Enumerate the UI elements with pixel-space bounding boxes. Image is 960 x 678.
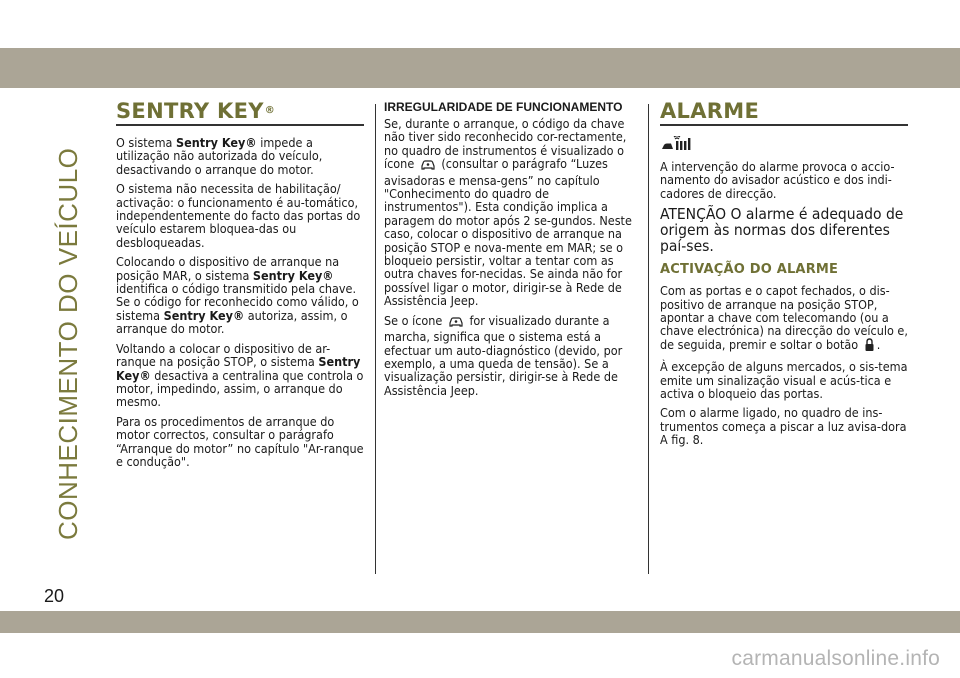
paragraph: Voltando a colocar o dispositivo de ar-ranque na posição STOP, o sistema Sentry Key® desactiva a centralina que controla o motor, impedindo, assim, o arranque do mesmo. — [116, 340, 364, 410]
warning-note: ATENÇÃO O alarme é adequado de origem às normas dos diferentes paí-ses. — [660, 205, 904, 256]
title-underline — [660, 124, 908, 126]
section-title-alarm: ALARME — [660, 99, 760, 123]
top-margin — [0, 0, 960, 14]
paragraph: Com o alarme ligado, no quadro de ins-trumentos começa a piscar a luz avisa-dora A fig. 8. — [660, 405, 907, 448]
section-heading-malfunction: IRREGULARIDADE DE FUNCIONAMENTO — [384, 100, 623, 114]
paragraph: A intervenção do alarme provoca o accio-namento do avisador acústico e dos indi-cadores de direcção. — [660, 159, 895, 201]
paragraph: Colocando o dispositivo de arranque na posição MAR, o sistema Sentry Key® identifica o código transmitido pela chave. Se o código for reconhecido como válido, o sistema Sentry Key® autoriza, assim, o arranque do motor. — [116, 254, 359, 337]
footer-band — [0, 611, 960, 633]
paragraph: O sistema não necessita de habilitação/ activação: o funcionamento é au-tomático, independentemente do facto das portas do veículo estarem bloquea-das ou desbloqueadas. — [116, 181, 361, 250]
alarm-icon — [660, 136, 908, 156]
column-divider — [648, 104, 649, 574]
paragraph: Se, durante o arranque, o código da chave não tiver sido reconhecido cor-rectamente, no quadro de instrumentos é visualizado o ícone (consultar o parágrafo “Luzes avisadoras e mensa-gens” no capítulo "Conhecimento do quadro de instrumentos"). Esta condição implica a paragem do motor após 2 se-gundos. Neste caso, colocar o dispositivo de arranque na posição STOP e nova-mente em MAR; se o bloqueio persistir, voltar a tentar com as outra chaves for-necidas. Se ainda não for possível ligar o motor, dirigir-se à Rede de Assistência Jeep. — [384, 116, 632, 309]
column-divider — [375, 104, 376, 574]
paragraph: Para os procedimentos de arranque do motor correctos, consultar o parágrafo “Arranque do motor” no capítulo "Ar-ranque e condução". — [116, 413, 364, 469]
column-sentry-key — [116, 100, 364, 474]
section-title-sentry-key: SENTRY KEY® — [116, 99, 276, 123]
car-key-warning-icon — [420, 158, 436, 173]
column-alarm — [660, 100, 908, 453]
header-band — [0, 48, 960, 88]
car-key-warning-icon — [448, 315, 464, 330]
paragraph: Se o ícone for visualizado durante a marcha, significa que o sistema está a efectuar um auto-diagnóstico (devido, por exemplo, a uma queda de tensão). Se a visualização persistir, dirigir-se à Rede de Assistência Jeep. — [384, 312, 623, 398]
title-underline — [116, 124, 364, 126]
paragraph: O sistema Sentry Key® impede a utilização não autorizada do veículo, desactivando o arranque do motor. — [116, 135, 323, 177]
column-malfunction — [384, 100, 636, 403]
page-number: 20 — [44, 586, 65, 606]
chapter-side-label: CONHECIMENTO DO VEÍCULO — [53, 147, 83, 540]
lock-icon — [864, 338, 875, 354]
paragraph: À excepção de alguns mercados, o sis-tema emite um sinalização visual e acús-tica e activa o bloqueio das portas. — [660, 359, 908, 402]
watermark: carmanualsonline.info — [731, 647, 940, 670]
subsection-heading-alarm-activation: ACTIVAÇÃO DO ALARME — [660, 262, 839, 278]
paragraph: Com as portas e o capot fechados, o dis-positivo de arranque na posição STOP, apontar a chave com telecomando (ou a chave electrónica) na direcção do veículo e, de seguida, premir e soltar o botão . — [660, 284, 908, 354]
